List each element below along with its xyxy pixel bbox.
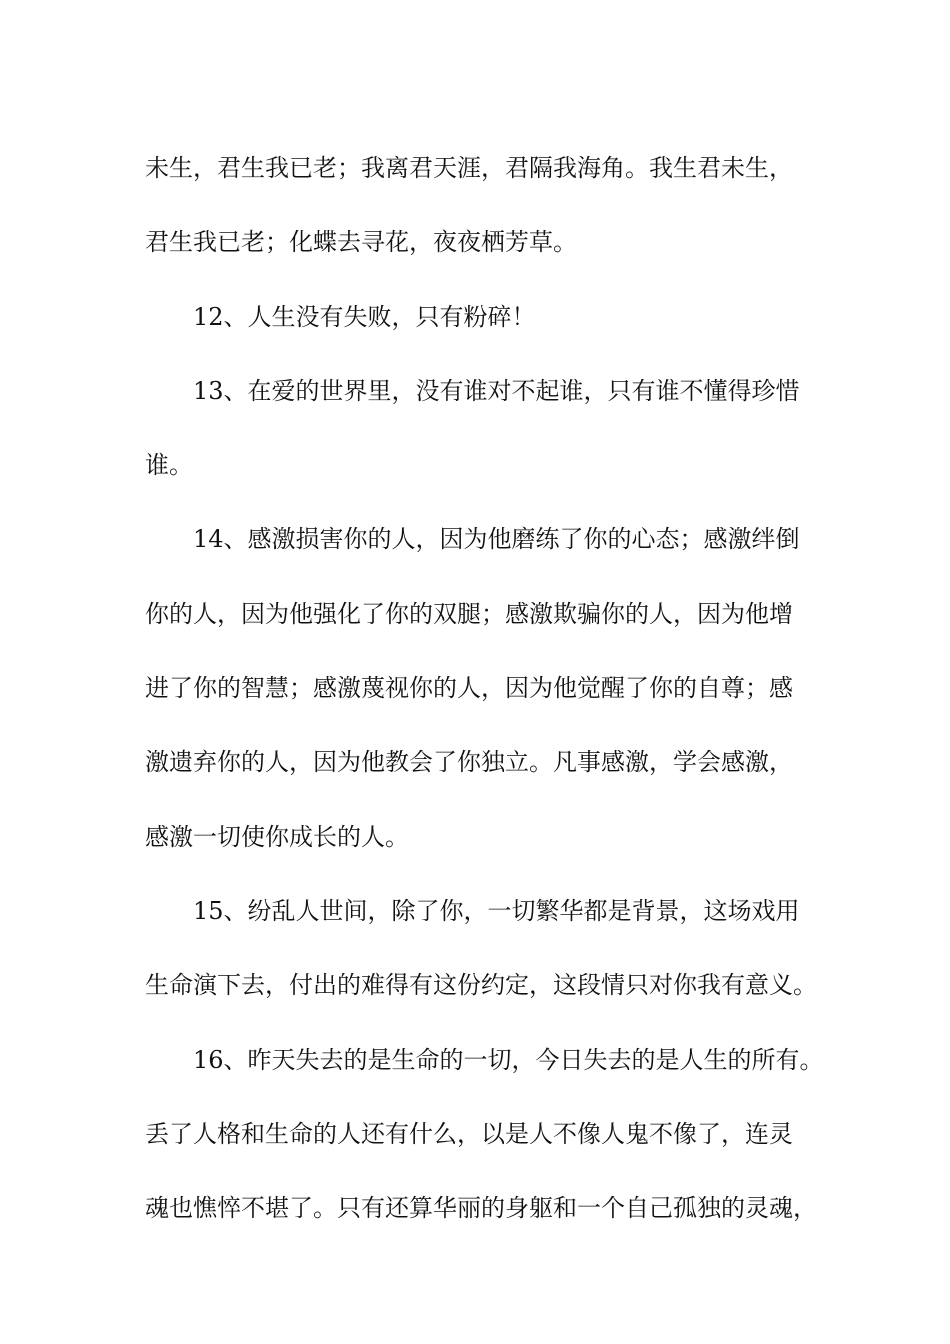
text-line: 丢了人格和生命的人还有什么，以是人不像人鬼不像了，连灵: [145, 1119, 793, 1148]
text-line: 激遗弃你的人，因为他教会了你独立。凡事感激，学会感激，: [145, 748, 793, 777]
paragraph-16: [145, 1023, 824, 1246]
text-line: 14、感激损害你的人，因为他磨练了你的心态；感激绊倒: [193, 525, 800, 554]
text-line: 谁。: [145, 451, 193, 480]
paragraph-13: [145, 354, 815, 503]
text-line: 13、在爱的世界里，没有谁对不起谁，只有谁不懂得珍惜: [193, 376, 800, 405]
text-line: 16、昨天失去的是生命的一切，今日失去的是人生的所有。: [193, 1045, 824, 1074]
text-line: 生命演下去，付出的难得有这份约定，这段情只对你我有意义。: [145, 971, 817, 1000]
paragraph-12: [145, 280, 815, 354]
text-line: 12、人生没有失败，只有粉碎！: [193, 302, 536, 331]
paragraph-11-continued: [145, 131, 815, 280]
paragraph-14: [145, 502, 815, 873]
text-line: 进了你的智慧；感激蔑视你的人，因为他觉醒了你的自尊；感: [145, 674, 793, 703]
text-line: 未生，君生我已老；我离君天涯，君隔我海角。我生君未生，: [145, 154, 793, 182]
text-line: 你的人，因为他强化了你的双腿；感激欺骗你的人，因为他增: [145, 599, 793, 628]
text-line: 魂也憔悴不堪了。只有还算华丽的身躯和一个自己孤独的灵魂，: [145, 1194, 817, 1223]
text-line: 15、纷乱人世间，除了你，一切繁华都是背景，这场戏用: [193, 896, 800, 925]
paragraph-15: [145, 874, 815, 1023]
text-line: 感激一切使你成长的人。: [145, 822, 409, 851]
text-line: 君生我已老；化蝶去寻花，夜夜栖芳草。: [145, 228, 577, 257]
document-body: [145, 131, 824, 1245]
